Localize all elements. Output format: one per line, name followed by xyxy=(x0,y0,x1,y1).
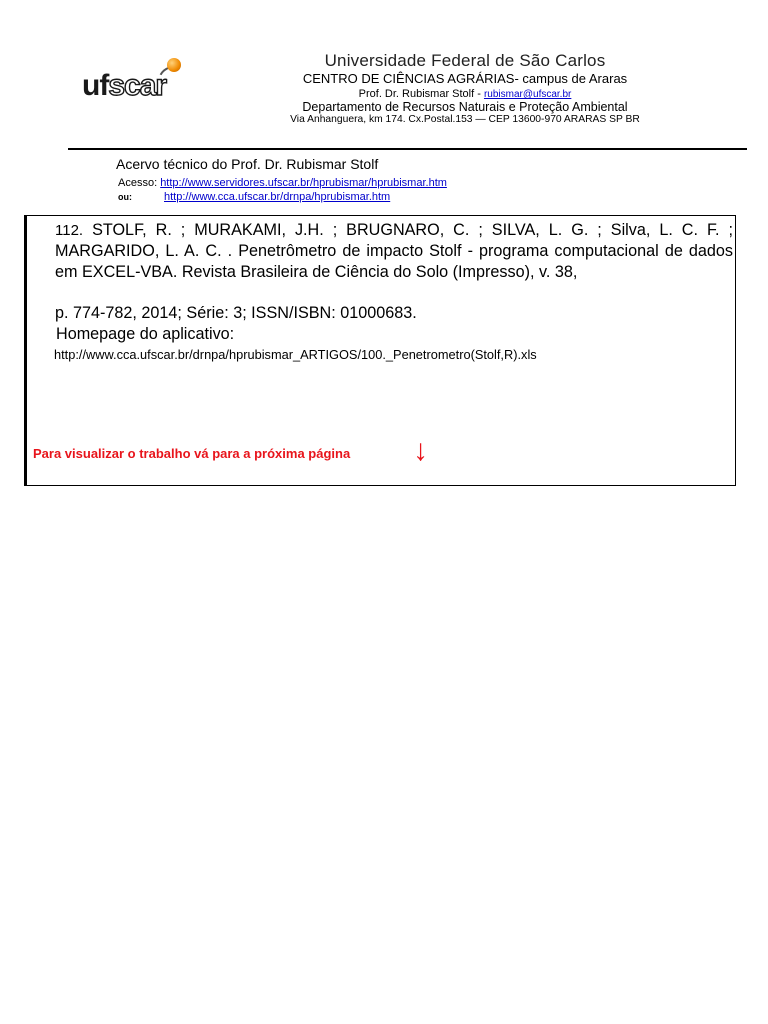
down-arrow-icon: ↓ xyxy=(413,434,428,467)
next-page-notice: Para visualizar o trabalho vá para a próxima página xyxy=(33,446,351,461)
reference-pages: p. 774-782, 2014; Série: 3; ISSN/ISBN: 01000683. xyxy=(55,304,417,322)
citation-text: STOLF, R. ; MURAKAMI, J.H. ; BRUGNARO, C. ; SILVA, L. G. ; Silva, L. C. F. ; MARGARIDO, L. A. C. . Penetrômetro de impacto Stolf - programa computacional de dados em EXCEL-VBA. Revista Brasileira de Ciência do Solo (Impresso), v. 38, xyxy=(55,221,734,281)
alt-access-link[interactable]: http://www.cca.ufscar.br/drnpa/hprubismar.htm xyxy=(164,191,391,203)
email-link[interactable]: rubismar@ufscar.br xyxy=(483,89,572,100)
center-name: CENTRO DE CIÊNCIAS AGRÁRIAS- campus de Araras xyxy=(302,71,628,86)
homepage-url[interactable]: http://www.cca.ufscar.br/drnpa/hprubismar_ARTIGOS/100._Penetrometro(Stolf,R).xls xyxy=(54,347,537,362)
ufscar-logo xyxy=(78,56,190,112)
access-link[interactable]: http://www.servidores.ufscar.br/hprubismar/hprubismar.htm xyxy=(160,177,447,189)
homepage-label: Homepage do aplicativo: xyxy=(56,325,235,343)
university-name: Universidade Federal de São Carlos xyxy=(324,51,606,70)
reference-box xyxy=(24,215,736,486)
alt-access-line xyxy=(118,191,390,203)
access-line xyxy=(118,177,447,189)
address: Via Anhanguera, km 174. Cx.Postal.153 — CEP 13600-970 ARARAS SP BR xyxy=(290,114,640,125)
reference-number: 112. xyxy=(55,222,84,239)
reference-citation xyxy=(55,220,733,283)
professor-name: Prof. Dr. Rubismar Stolf - xyxy=(358,88,484,100)
or-label: ou: xyxy=(118,192,132,202)
professor-line xyxy=(250,88,680,100)
acervo-title: Acervo técnico do Prof. Dr. Rubismar Stolf xyxy=(116,156,379,172)
department-name: Departamento de Recursos Naturais e Proteção Ambiental xyxy=(302,100,628,114)
logo-ball-icon xyxy=(167,58,181,72)
header-divider xyxy=(68,148,747,150)
logo-wordmark: ufscar xyxy=(82,69,167,102)
access-label: Acesso: xyxy=(118,177,161,189)
